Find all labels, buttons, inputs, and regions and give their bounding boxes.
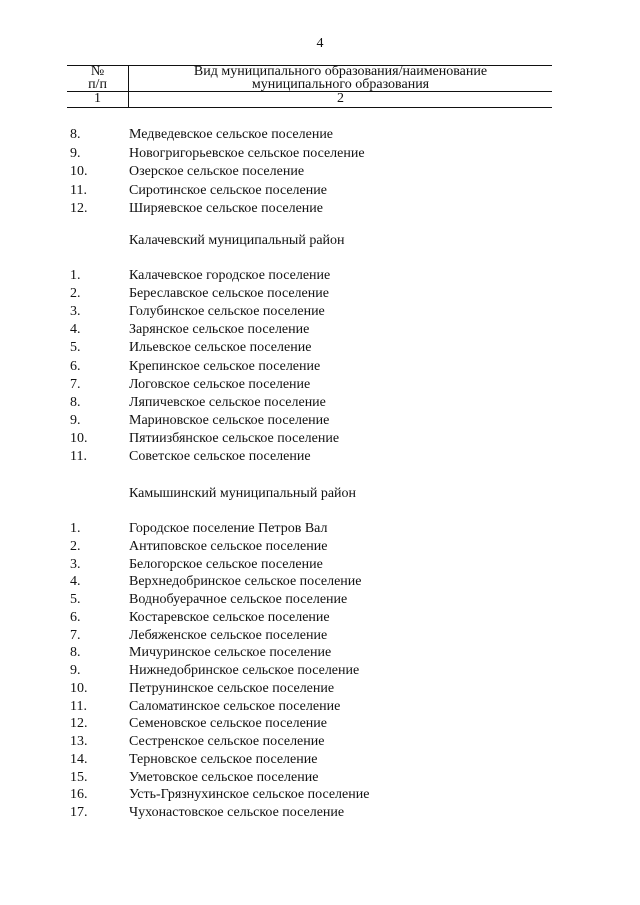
list-item [0, 430, 640, 448]
list-item [0, 376, 640, 394]
list-item [0, 609, 640, 627]
list-item [0, 591, 640, 609]
list-item-number: 5. [70, 592, 81, 607]
list-item-name: Сестренское сельское поселение [129, 734, 325, 749]
list-item-number: 11. [70, 449, 87, 464]
list-item [0, 267, 640, 285]
list-item-number: 11. [70, 182, 87, 198]
list-item-name: Петрунинское сельское поселение [129, 680, 335, 696]
list-item-number: 15. [70, 769, 88, 785]
list-item [0, 303, 640, 321]
list-item [0, 627, 640, 645]
list-item [0, 448, 640, 466]
list-item-number: 9. [70, 412, 81, 428]
list-item-number: 6. [70, 609, 81, 625]
list-item-name: Семеновское сельское поселение [129, 716, 328, 732]
list-item-number: 10. [70, 164, 88, 180]
list-item-name: Озерское сельское поселение [129, 164, 305, 180]
list-item [0, 769, 640, 787]
list-item [0, 573, 640, 591]
list-item-name: Ляпичевское сельское поселение [129, 394, 326, 410]
header-col-number [67, 65, 128, 91]
list-item [0, 358, 640, 376]
header-bottom-rule [67, 107, 552, 108]
list-item-number: 9. [70, 145, 81, 161]
list-item [0, 644, 640, 662]
list-item-name: Новогригорьевское сельское поселение [129, 145, 365, 161]
list-item-number: 4. [70, 322, 81, 338]
list-item-name: Советское сельское поселение [129, 449, 311, 464]
list-item [0, 285, 640, 303]
list-item-number: 8. [70, 645, 81, 661]
list-item [0, 786, 640, 804]
list-item [0, 412, 640, 430]
header-col-number-index: 1 [94, 91, 101, 106]
list-item-number: 7. [70, 627, 81, 643]
list-item-number: 12. [70, 201, 88, 217]
district-title-kamyshin: Камышинский муниципальный район [129, 486, 357, 501]
list-item-number: 6. [70, 358, 81, 374]
header-col-name-line2: муниципального образования [251, 77, 430, 92]
list-item-name: Мариновское сельское поселение [129, 412, 330, 428]
list-item-number: 14. [70, 751, 88, 767]
list-item [0, 662, 640, 680]
list-item-number: 10. [70, 680, 88, 696]
list-item-number: 3. [70, 556, 81, 572]
list-item-number: 8. [70, 394, 81, 410]
list-item [0, 556, 640, 574]
list-item-name: Усть-Грязнухинское сельское поселение [129, 787, 370, 803]
list-item-number: 2. [70, 286, 81, 302]
header-col-name-line1: Вид муниципального образования/наименование [193, 64, 488, 79]
list-item [0, 163, 640, 181]
list-item [0, 538, 640, 556]
header-col-name-index: 2 [337, 91, 344, 106]
list-item [0, 126, 640, 144]
list-item-number: 8. [70, 127, 81, 142]
list-item [0, 394, 640, 412]
district-title-kalach: Калачевский муниципальный район [129, 233, 345, 248]
list-item-name: Белогорское сельское поселение [129, 556, 323, 572]
list-item-number: 16. [70, 787, 88, 803]
list-item-name: Саломатинское сельское поселение [129, 698, 341, 714]
list-item-name: Калачевское городское поселение [129, 268, 331, 283]
list-item [0, 733, 640, 751]
list-item-name: Городское поселение Петров Вал [129, 521, 328, 536]
list-item-name: Крепинское сельское поселение [129, 358, 321, 374]
header-col-number-line1: № [90, 64, 105, 79]
list-item-name: Логовское сельское поселение [129, 376, 311, 392]
list-item [0, 715, 640, 733]
list-item-name: Воднобуерачное сельское поселение [129, 592, 348, 607]
header-col-number-line2: п/п [88, 77, 107, 92]
header-col-name [129, 65, 552, 91]
list-item-name: Ильевское сельское поселение [129, 340, 312, 356]
list-item-number: 12. [70, 716, 88, 732]
list-item-name: Чухонастовское сельское поселение [129, 805, 345, 820]
list-item-name: Нижнедобринское сельское поселение [129, 663, 360, 678]
list-item-name: Сиротинское сельское поселение [129, 182, 327, 198]
list-item-name: Пятиизбянское сельское поселение [129, 430, 340, 446]
list-item-name: Верхнедобринское сельское поселение [129, 574, 362, 590]
list-item-name: Антиповское сельское поселение [129, 538, 328, 554]
list-item-number: 3. [70, 304, 81, 320]
list-item [0, 751, 640, 769]
list-item-number: 2. [70, 538, 81, 554]
list-item-name: Ширяевское сельское поселение [129, 201, 323, 217]
list-item-name: Костаревское сельское поселение [129, 609, 330, 625]
list-item-number: 17. [70, 805, 88, 820]
list-item-name: Лебяженское сельское поселение [129, 627, 328, 643]
list-item [0, 182, 640, 200]
list-item-number: 10. [70, 430, 88, 446]
list-item-number: 9. [70, 663, 81, 678]
list-item [0, 339, 640, 357]
page-number: 4 [316, 36, 324, 51]
list-item-number: 5. [70, 340, 81, 356]
list-item-number: 13. [70, 734, 88, 749]
list-item-number: 1. [70, 268, 81, 283]
list-item [0, 680, 640, 698]
list-item-name: Зарянское сельское поселение [129, 322, 310, 338]
list-item-number: 4. [70, 574, 81, 590]
list-item-number: 11. [70, 698, 87, 714]
list-item-name: Терновское сельское поселение [129, 751, 318, 767]
list-item [0, 200, 640, 218]
list-item [0, 804, 640, 822]
list-item [0, 145, 640, 163]
list-item-name: Мичуринское сельское поселение [129, 645, 332, 661]
list-item-name: Уметовское сельское поселение [129, 769, 319, 785]
list-item-name: Голубинское сельское поселение [129, 304, 325, 320]
list-item [0, 321, 640, 339]
list-item-number: 7. [70, 376, 81, 392]
list-item [0, 698, 640, 716]
list-item-name: Береславское сельское поселение [129, 286, 329, 302]
list-item [0, 520, 640, 538]
list-item-name: Медведевское сельское поселение [129, 127, 334, 142]
list-item-number: 1. [70, 521, 81, 536]
